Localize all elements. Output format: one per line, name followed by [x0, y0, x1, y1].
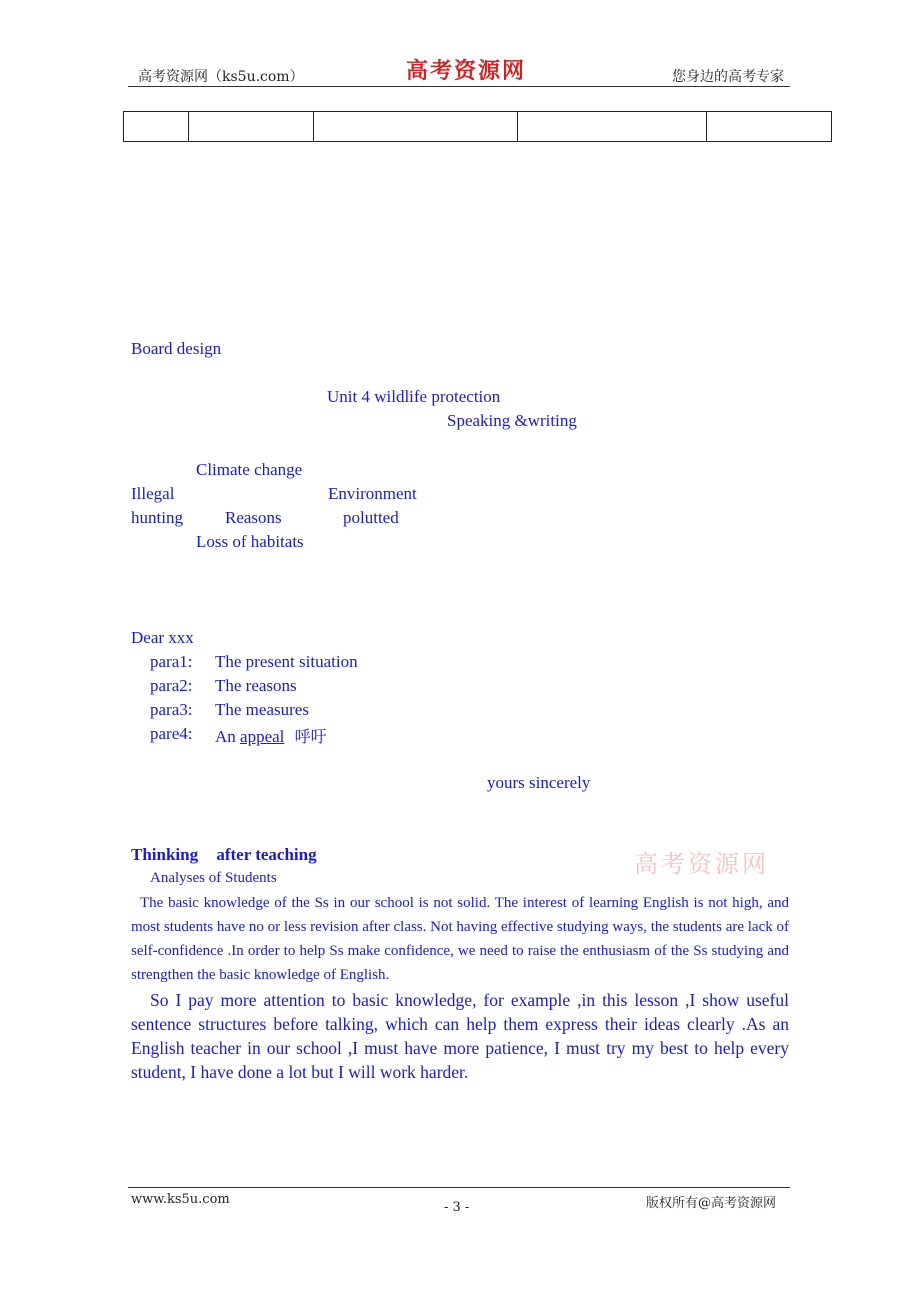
para-text: The reasons — [215, 676, 297, 695]
unit-subtitle: Speaking &writing — [447, 411, 577, 430]
footer-right-text: 版权所有@高考资源网 — [646, 1196, 777, 1211]
para-label: para3: — [150, 700, 193, 719]
footer-rule — [128, 1187, 790, 1188]
para-text-prefix: An — [215, 727, 236, 746]
mindmap-bottom: Loss of habitats — [196, 532, 304, 551]
thinking-heading — [131, 845, 317, 865]
header-left-text: 高考资源网（ks5u.com） — [138, 69, 304, 85]
table-row — [124, 112, 832, 142]
letter-greeting: Dear xxx — [131, 628, 194, 647]
header-rule — [128, 86, 790, 87]
watermark: 高考资源网 — [634, 850, 769, 878]
reflection-paragraph: So I pay more attention to basic knowledge, for example ,in this lesson ,I show useful sentence structures before talking, which can help them express their ideas clearly .As an English teacher in our school ,I must have more patience, I must try my best to help every student, I have done a lot but I will work harder. — [131, 990, 789, 1082]
table-cell — [189, 112, 314, 142]
table-cell — [707, 112, 832, 142]
header-right-text: 您身边的高考专家 — [672, 69, 784, 85]
board-design-heading: Board design — [131, 339, 222, 358]
para-text — [215, 724, 327, 747]
letter-closing: yours sincerely — [487, 773, 591, 792]
table-cell — [314, 112, 518, 142]
mindmap-right-2: polutted — [343, 508, 399, 527]
table-cell — [518, 112, 707, 142]
appeal-word: appeal — [240, 727, 285, 746]
para-text: The present situation — [215, 652, 358, 671]
appeal-chinese: 呼吁 — [294, 727, 327, 746]
table-cell — [124, 112, 189, 142]
header-logo: 高考资源网 — [406, 58, 527, 84]
para-label: pare4: — [150, 724, 193, 743]
para-text: The measures — [215, 700, 309, 719]
page-number: - 3 - — [444, 1200, 470, 1215]
mindmap-right-1: Environment — [328, 484, 417, 503]
thinking-heading-word: Thinking — [131, 845, 199, 864]
thinking-heading-rest: after teaching — [216, 845, 317, 864]
para-label: para2: — [150, 676, 193, 695]
mindmap-left-1: Illegal — [131, 484, 175, 503]
para-label: para1: — [150, 652, 193, 671]
footer-left-link[interactable]: www.ks5u.com — [131, 1192, 230, 1207]
analyses-subheading: Analyses of Students — [150, 870, 277, 886]
analysis-paragraph: The basic knowledge of the Ss in our school is not solid. The interest of learning English is not high, and most students have no or less revision after class. Not having effective studying ways, the students are lack of self-confidence .In order to help Ss make confidence, we need to raise the enthusiasm of the Ss studying and strengthen the basic knowledge of English. — [131, 895, 789, 983]
unit-title: Unit 4 wildlife protection — [327, 387, 501, 406]
mindmap-center: Reasons — [225, 508, 282, 527]
mindmap-left-2: hunting — [131, 508, 183, 527]
empty-table — [123, 111, 832, 142]
mindmap-top: Climate change — [196, 460, 303, 479]
